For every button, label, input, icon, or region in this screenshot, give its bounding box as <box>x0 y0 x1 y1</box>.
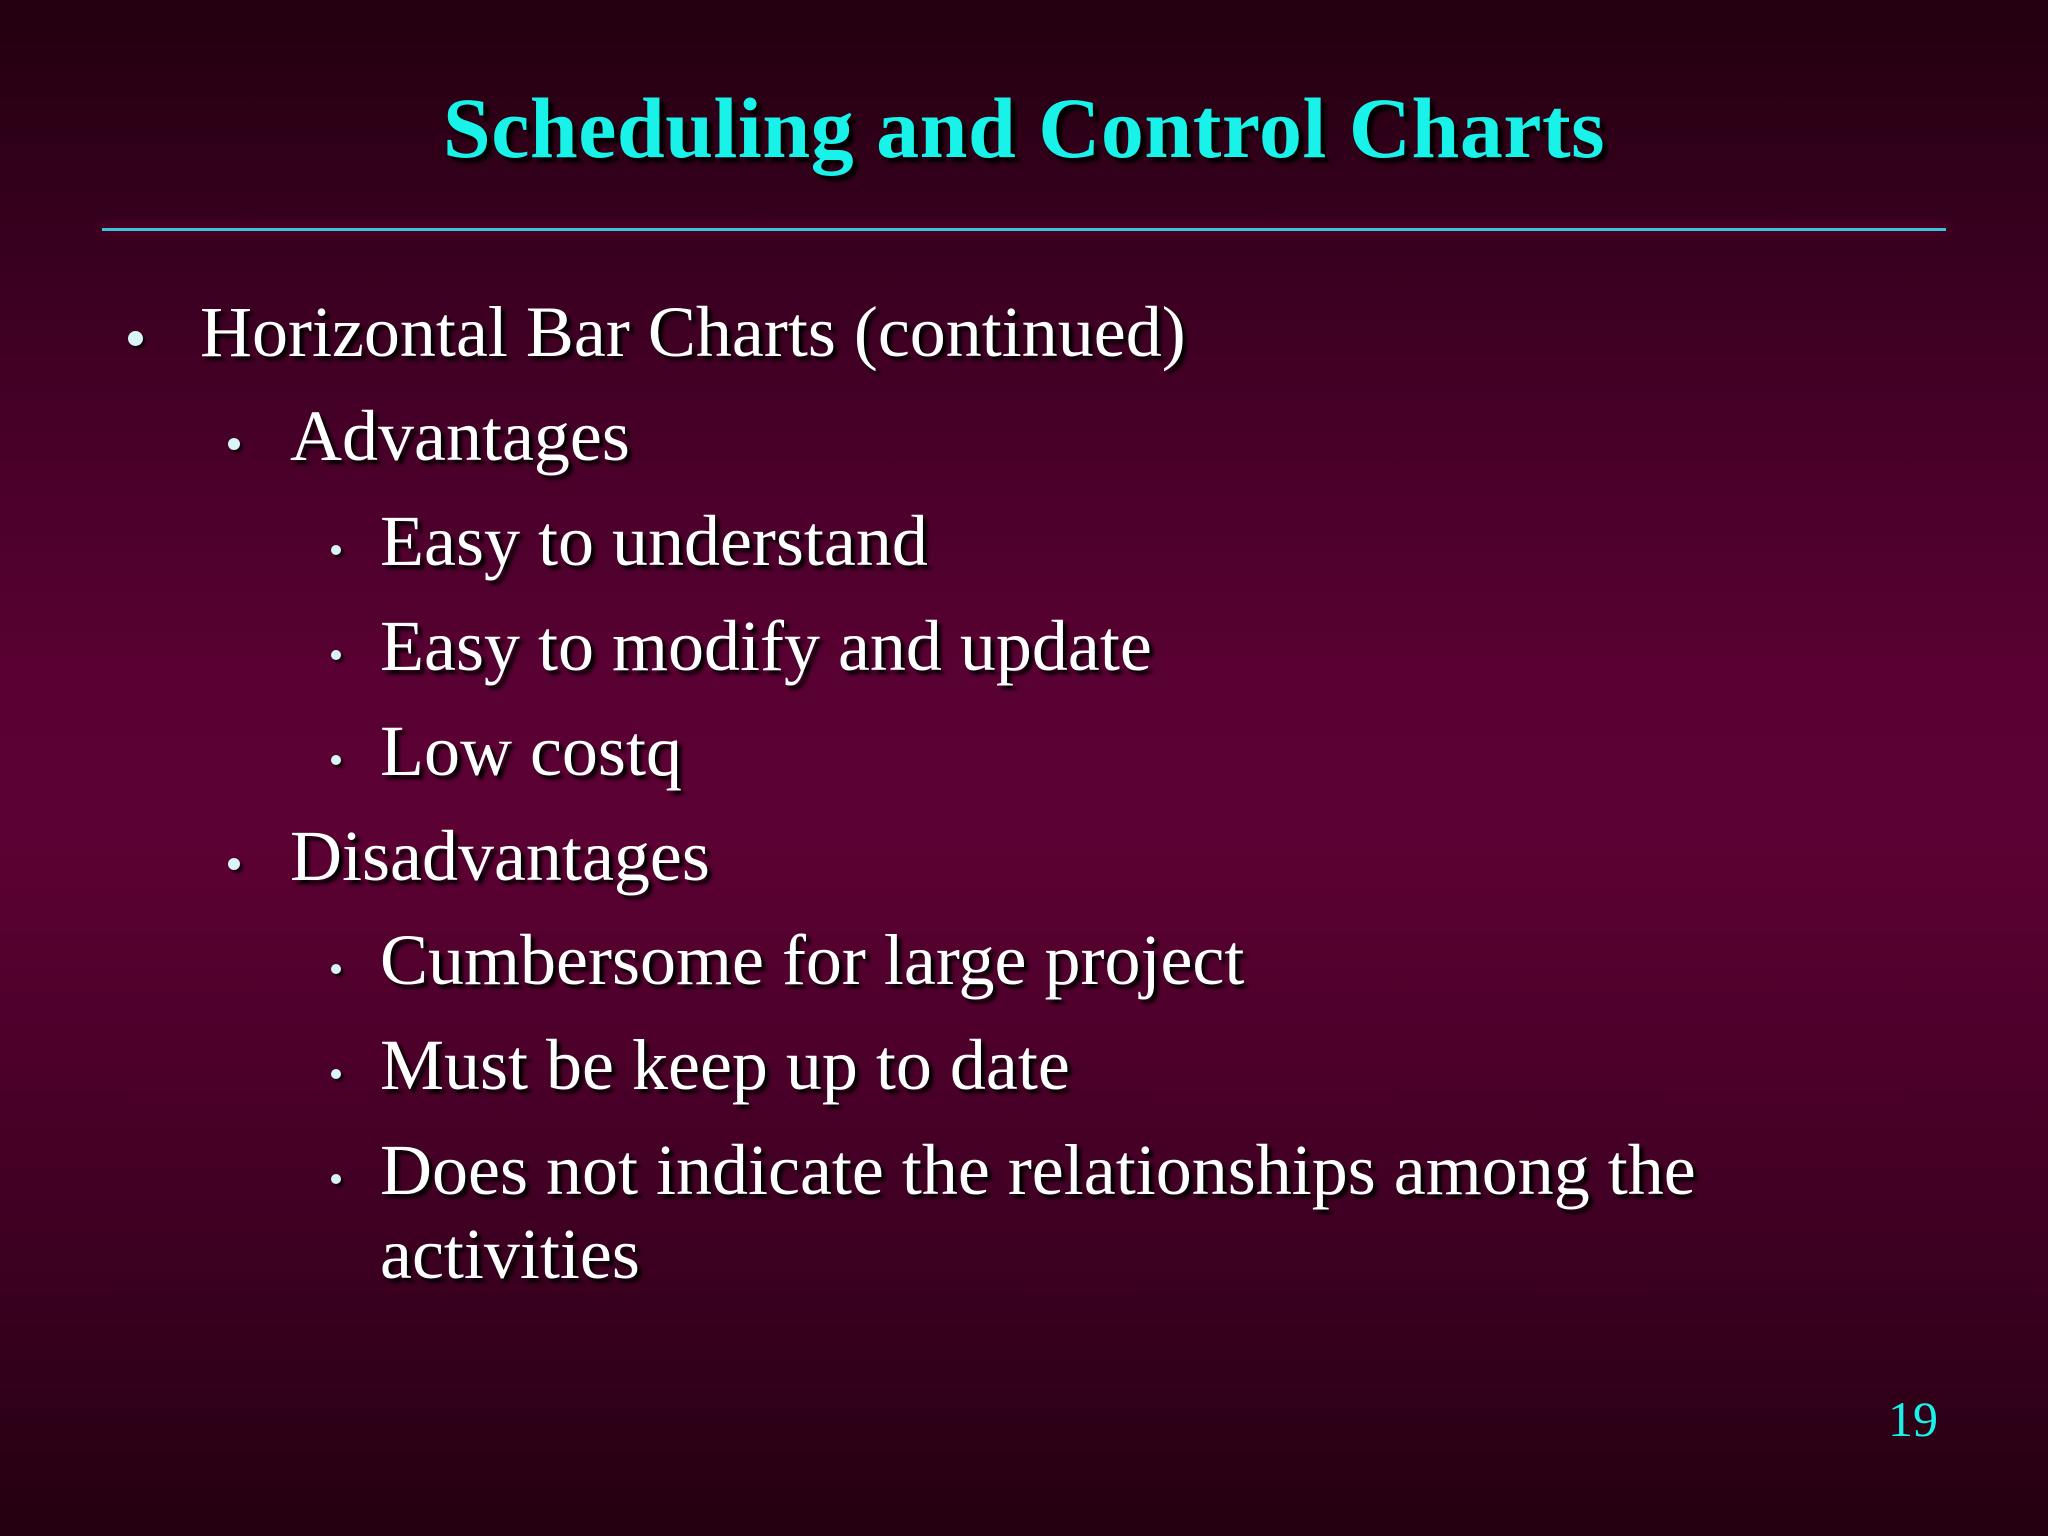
bullet-item-keep-up-to-date <box>380 1023 1070 1107</box>
page-number: 19 <box>1888 1391 1938 1447</box>
bullet-text: Easy to modify and update <box>380 606 1152 686</box>
bullet-text: Horizontal Bar Charts (continued) <box>200 292 1186 372</box>
bullet-text: Does not indicate the relationships among the activities <box>380 1130 1696 1294</box>
title-divider <box>102 228 1946 231</box>
bullet-dot-icon <box>331 755 341 765</box>
bullet-item-easy-to-modify <box>380 604 1152 688</box>
bullet-dot-icon <box>128 331 143 346</box>
bullet-dot-icon <box>228 438 240 450</box>
bullet-item-disadvantages <box>290 814 710 898</box>
bullet-text: Easy to understand <box>380 501 928 581</box>
bullet-text: Low costq <box>380 711 682 791</box>
bullet-text: Must be keep up to date <box>380 1025 1070 1105</box>
bullet-item-advantages <box>290 394 630 478</box>
bullet-item-low-cost <box>380 709 682 793</box>
bullet-dot-icon <box>331 650 341 660</box>
bullet-dot-icon <box>331 964 341 974</box>
bullet-item-easy-to-understand <box>380 499 928 583</box>
bullet-item-no-relationships <box>380 1128 1880 1296</box>
slide-title: Scheduling and Control Charts <box>442 80 1606 176</box>
bullet-dot-icon <box>331 545 341 555</box>
bullet-dot-icon <box>331 1174 341 1184</box>
bullet-text: Advantages <box>290 396 630 476</box>
bullet-item-horizontal-bar-charts <box>200 290 1186 374</box>
bullet-text: Cumbersome for large project <box>380 920 1245 1000</box>
bullet-dot-icon <box>228 858 240 870</box>
bullet-dot-icon <box>331 1069 341 1079</box>
bullet-text: Disadvantages <box>290 816 710 896</box>
bullet-item-cumbersome <box>380 918 1244 1002</box>
